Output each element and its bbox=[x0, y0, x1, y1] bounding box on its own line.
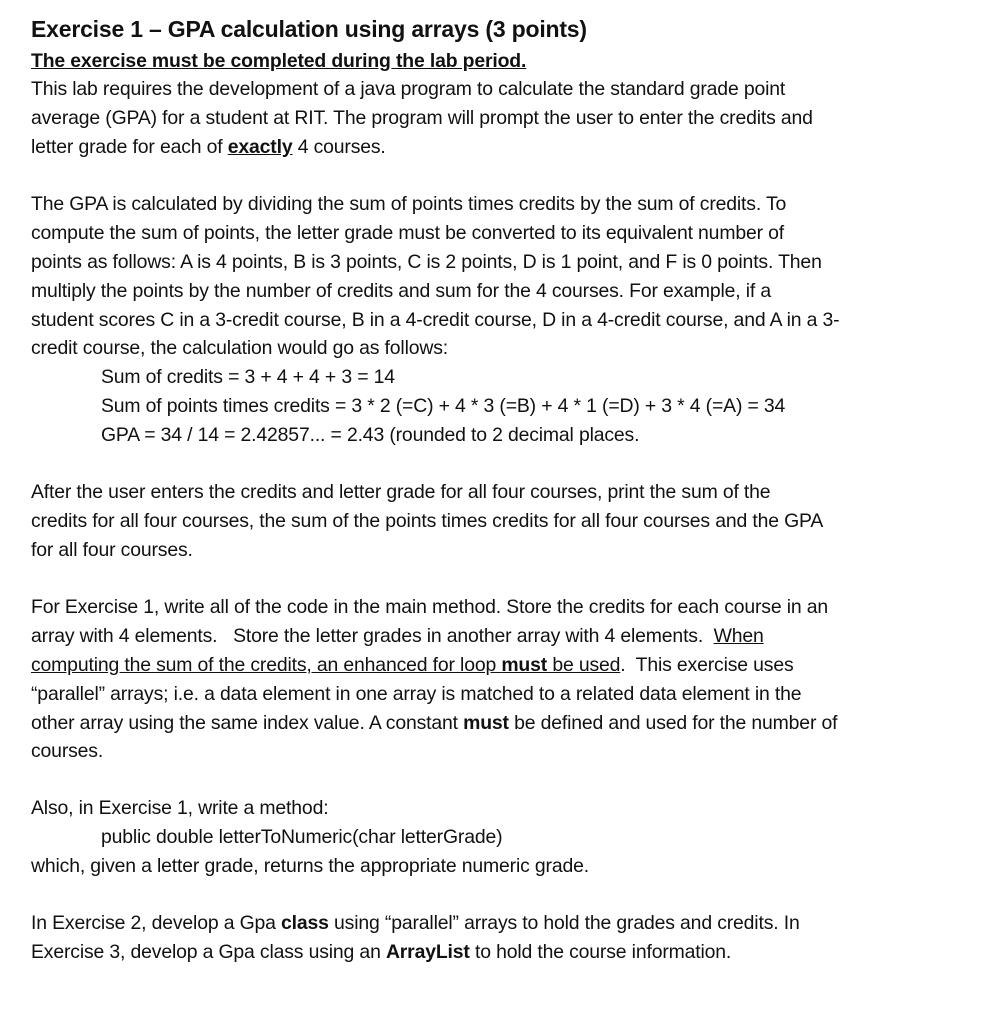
text-line: compute the sum of points, the letter grade must be converted to its equivalent number of bbox=[31, 222, 785, 244]
text-span: In Exercise 2, develop a Gpa bbox=[31, 912, 282, 934]
text-line: average (GPA) for a student at RIT. The program will prompt the user to enter the credits and bbox=[31, 107, 813, 129]
underlined-requirement: computing the sum of the credits, an enhanced for loop bbox=[31, 654, 502, 676]
underlined-requirement: be used bbox=[547, 654, 621, 676]
emphasis-must: must bbox=[501, 654, 548, 676]
text-line: credit course, the calculation would go as follows: bbox=[31, 337, 449, 359]
text-line bbox=[31, 133, 386, 162]
method-signature: public double letterToNumeric(char letterGrade) bbox=[101, 826, 503, 848]
text-line bbox=[31, 622, 764, 651]
text-span: be defined and used for the number of bbox=[508, 712, 838, 734]
text-line: courses. bbox=[31, 740, 104, 762]
underlined-requirement: When bbox=[713, 625, 764, 647]
emphasis-arraylist: ArrayList bbox=[385, 941, 470, 963]
page-title: Exercise 1 – GPA calculation using arrays (3 points) bbox=[31, 16, 587, 42]
text-line: points as follows: A is 4 points, B is 3 points, C is 2 points, D is 1 point, and F is 0 points. Then bbox=[31, 251, 822, 273]
emphasis-must: must bbox=[463, 712, 509, 734]
text-line bbox=[31, 938, 731, 967]
text-line: “parallel” arrays; i.e. a data element in one array is matched to a related data element in the bbox=[31, 683, 802, 705]
sum-of-points: Sum of points times credits = 3 * 2 (=C) + 4 * 3 (=B) + 4 * 1 (=D) + 3 * 4 (=A) = 34 bbox=[101, 395, 786, 417]
lab-period-notice: The exercise must be completed during the lab period. bbox=[31, 50, 527, 72]
emphasis-class: class bbox=[281, 912, 329, 934]
text-line bbox=[31, 709, 837, 738]
text-line: credits for all four courses, the sum of the points times credits for all four courses and the GPA bbox=[31, 510, 824, 532]
text-line bbox=[31, 651, 794, 680]
emphasis-exactly: exactly bbox=[227, 136, 293, 158]
text-line: Also, in Exercise 1, write a method: bbox=[31, 797, 329, 819]
text-span: to hold the course information. bbox=[469, 941, 732, 963]
text-span: other array using the same index value. A constant bbox=[31, 712, 464, 734]
text-line: After the user enters the credits and letter grade for all four courses, print the sum of the bbox=[31, 481, 771, 503]
text-span: 4 courses. bbox=[292, 136, 386, 158]
text-line: multiply the points by the number of credits and sum for the 4 courses. For example, if a bbox=[31, 280, 772, 302]
text-line: For Exercise 1, write all of the code in the main method. Store the credits for each course in an bbox=[31, 596, 829, 618]
text-span: letter grade for each of bbox=[31, 136, 228, 158]
text-line: for all four courses. bbox=[31, 539, 193, 561]
text-span: using “parallel” arrays to hold the grades and credits. In bbox=[328, 912, 800, 934]
text-span: array with 4 elements. Store the letter grades in another array with 4 elements. bbox=[31, 625, 714, 647]
sum-of-credits: Sum of credits = 3 + 4 + 4 + 3 = 14 bbox=[101, 366, 395, 388]
text-span: Exercise 3, develop a Gpa class using an bbox=[31, 941, 386, 963]
text-line: which, given a letter grade, returns the appropriate numeric grade. bbox=[31, 855, 589, 877]
text-span: . This exercise uses bbox=[620, 654, 794, 676]
gpa-result: GPA = 34 / 14 = 2.42857... = 2.43 (rounded to 2 decimal places. bbox=[101, 424, 640, 446]
text-line: student scores C in a 3-credit course, B in a 4-credit course, D in a 4-credit course, and A in a 3- bbox=[31, 309, 840, 331]
text-line: This lab requires the development of a java program to calculate the standard grade point bbox=[31, 78, 786, 100]
text-line bbox=[31, 909, 800, 938]
text-line: The GPA is calculated by dividing the sum of points times credits by the sum of credits. To bbox=[31, 193, 787, 215]
